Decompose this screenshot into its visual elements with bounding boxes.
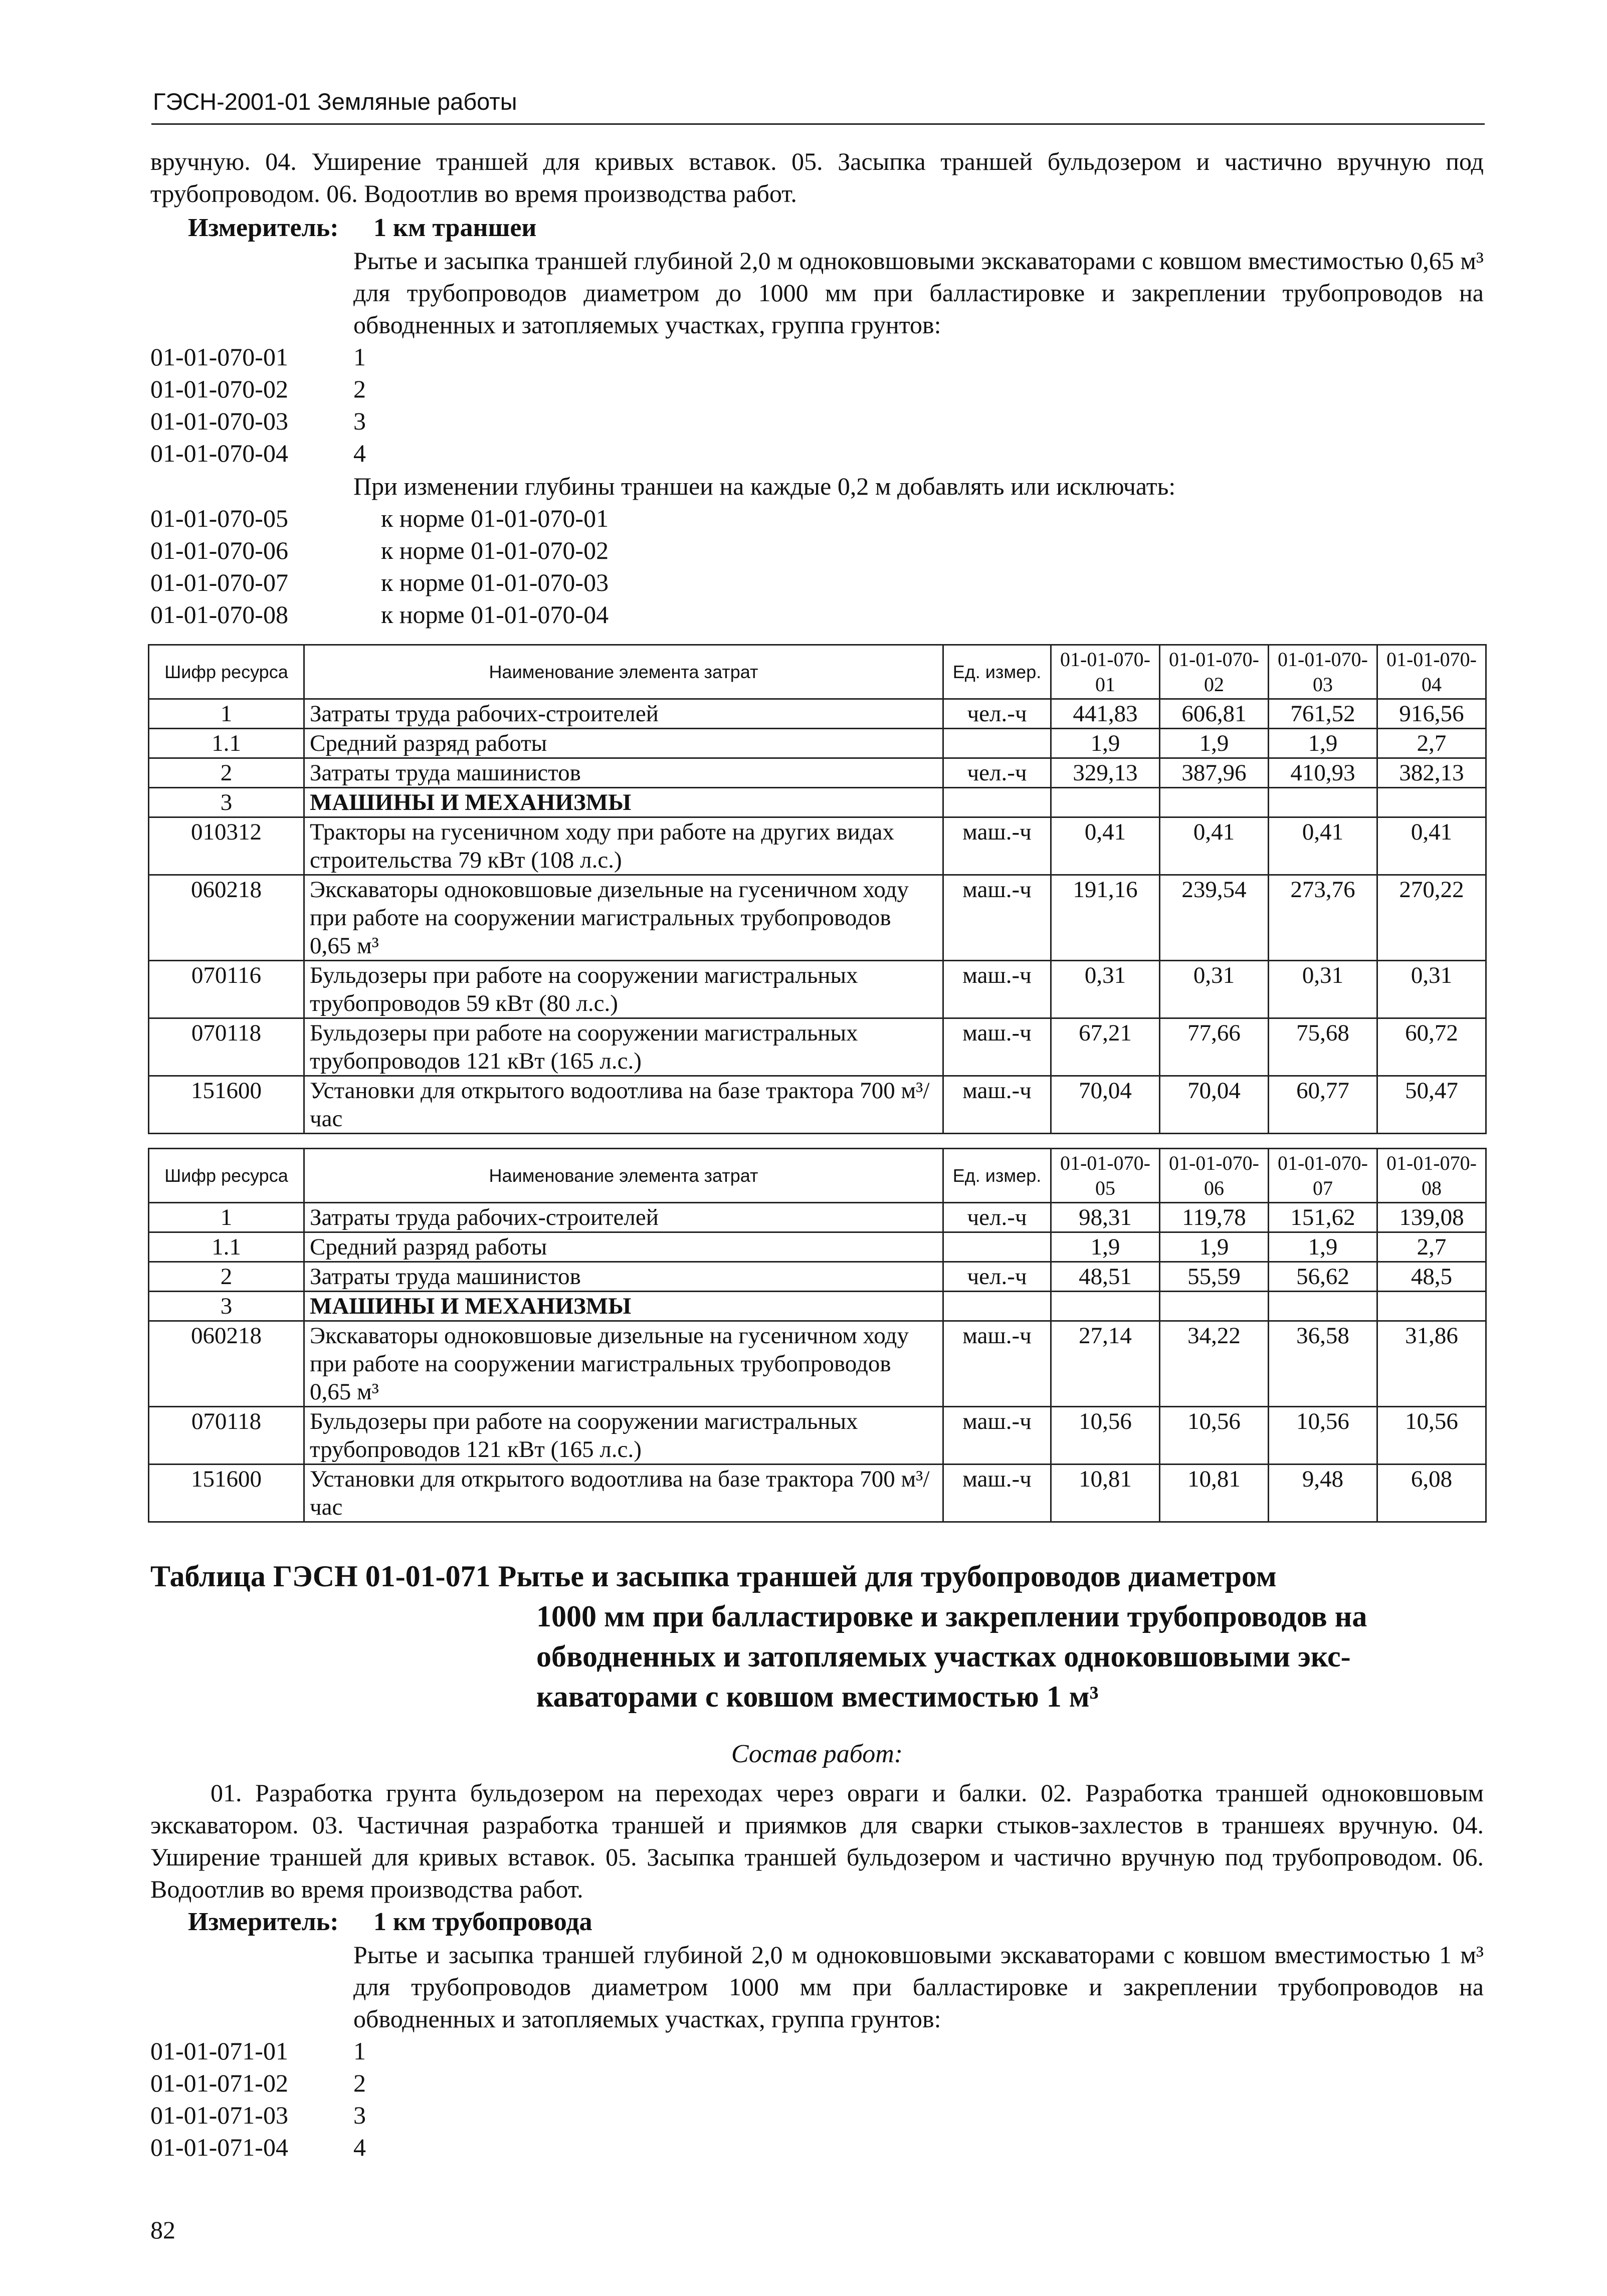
code-list-071 [150, 2035, 366, 2163]
row-value: 1,9 [1160, 729, 1269, 758]
row-name: Затраты труда рабочих-строителей [304, 699, 943, 729]
description-071: Рытье и засыпка траншей глубиной 2,0 м одноковшовыми экскаваторами с ковшом вместимостью 1 м³ для трубопроводов диаметром 1000 мм при балластировке и закреплении трубопроводов на обводненных и затопляемых участках, группа грунтов: [353, 1941, 1484, 2033]
code-id: 01-01-070-03 [150, 407, 288, 435]
row-unit: маш.-ч [943, 961, 1051, 1018]
row-unit: маш.-ч [943, 817, 1051, 875]
resource-table-070-01-04 [148, 644, 1487, 1134]
row-unit: маш.-ч [943, 1076, 1051, 1134]
row-value [1051, 788, 1160, 817]
code-value: 1 [353, 343, 366, 371]
header-code: Шифр ресурса [149, 1149, 304, 1203]
row-value: 75,68 [1269, 1018, 1377, 1076]
row-name: Экскаваторы одноковшовые дизельные на гусеничном ходу при работе на сооружении магистральных трубопроводов 0,65 м³ [304, 875, 943, 961]
code-list-070 [150, 341, 366, 469]
row-value: 1,9 [1269, 1232, 1377, 1262]
row-code: 070118 [149, 1407, 304, 1465]
row-value: 1,9 [1160, 1232, 1269, 1262]
row-value: 60,77 [1269, 1076, 1377, 1134]
header-divider [151, 123, 1485, 125]
row-code: 010312 [149, 817, 304, 875]
row-value: 67,21 [1051, 1018, 1160, 1076]
table-header-row [149, 1149, 1486, 1203]
header-unit: Ед. измер. [943, 645, 1051, 699]
row-value [1269, 788, 1377, 817]
row-name: Затраты труда машинистов [304, 758, 943, 788]
code-id: 01-01-070-01 [150, 343, 288, 371]
row-unit: чел.-ч [943, 699, 1051, 729]
row-code: 151600 [149, 1465, 304, 1522]
measure-label-071: Измеритель: [188, 1908, 339, 1936]
row-value: 9,48 [1269, 1465, 1377, 1522]
row-code: 151600 [149, 1076, 304, 1134]
row-value: 270,22 [1377, 875, 1486, 961]
row-unit: чел.-ч [943, 1262, 1051, 1292]
page-header-title: ГЭСН-2001-01 Земляные работы [153, 88, 517, 115]
row-value: 1,9 [1051, 1232, 1160, 1262]
code-value: к норме 01-01-070-03 [381, 568, 609, 596]
row-code: 1.1 [149, 1232, 304, 1262]
header-code: Шифр ресурса [149, 645, 304, 699]
row-value: 0,31 [1051, 961, 1160, 1018]
row-value: 6,08 [1377, 1465, 1486, 1522]
row-name: Установки для открытого водоотлива на базе трактора 700 м³/час [304, 1465, 943, 1522]
table-row [149, 729, 1486, 758]
code-id: 01-01-070-07 [150, 568, 288, 596]
header-name: Наименование элемента затрат [304, 1149, 943, 1203]
row-name: Бульдозеры при работе на сооружении магистральных трубопроводов 59 кВт (80 л.с.) [304, 961, 943, 1018]
row-code: 2 [149, 1262, 304, 1292]
row-value: 56,62 [1269, 1262, 1377, 1292]
table-row [149, 758, 1486, 788]
code-value: 3 [353, 2101, 366, 2129]
row-value: 50,47 [1377, 1076, 1486, 1134]
row-value [1377, 1292, 1486, 1321]
row-value: 60,72 [1377, 1018, 1486, 1076]
row-unit [943, 729, 1051, 758]
row-value: 0,41 [1377, 817, 1486, 875]
row-value: 387,96 [1160, 758, 1269, 788]
row-value: 2,7 [1377, 1232, 1486, 1262]
row-name: Бульдозеры при работе на сооружении магистральных трубопроводов 121 кВт (165 л.с.) [304, 1018, 943, 1076]
row-unit: чел.-ч [943, 758, 1051, 788]
row-value: 77,66 [1160, 1018, 1269, 1076]
table-row [149, 1018, 1486, 1076]
table-row [149, 875, 1486, 961]
header-col: 01-01-070-05 [1051, 1149, 1160, 1203]
code-id: 01-01-070-05 [150, 504, 288, 532]
row-value: 70,04 [1051, 1076, 1160, 1134]
row-unit [943, 1292, 1051, 1321]
row-value [1160, 788, 1269, 817]
row-code: 1.1 [149, 729, 304, 758]
row-value: 1,9 [1269, 729, 1377, 758]
row-value: 34,22 [1160, 1321, 1269, 1407]
code-id: 01-01-070-08 [150, 600, 288, 629]
row-value: 98,31 [1051, 1203, 1160, 1232]
row-value: 410,93 [1269, 758, 1377, 788]
row-value: 10,56 [1160, 1407, 1269, 1465]
row-code: 3 [149, 1292, 304, 1321]
row-unit: маш.-ч [943, 875, 1051, 961]
row-value: 31,86 [1377, 1321, 1486, 1407]
header-col: 01-01-070-08 [1377, 1149, 1486, 1203]
depth-code-list-070 [150, 502, 609, 631]
page-number: 82 [150, 2216, 175, 2244]
code-id: 01-01-070-04 [150, 439, 288, 467]
row-code: 060218 [149, 1321, 304, 1407]
row-value: 48,51 [1051, 1262, 1160, 1292]
row-code: 070116 [149, 961, 304, 1018]
table-row [149, 1321, 1486, 1407]
header-col: 01-01-070-03 [1269, 645, 1377, 699]
measure-value-071: 1 км трубопровода [373, 1908, 592, 1936]
measure-value-070: 1 км траншеи [373, 214, 537, 242]
header-col: 01-01-070-01 [1051, 645, 1160, 699]
row-value: 36,58 [1269, 1321, 1377, 1407]
row-name: Бульдозеры при работе на сооружении магистральных трубопроводов 121 кВт (165 л.с.) [304, 1407, 943, 1465]
row-value: 139,08 [1377, 1203, 1486, 1232]
table-071-title [150, 1556, 1484, 1717]
row-unit [943, 788, 1051, 817]
header-unit: Ед. измер. [943, 1149, 1051, 1203]
row-value: 606,81 [1160, 699, 1269, 729]
row-unit: маш.-ч [943, 1407, 1051, 1465]
row-code: 1 [149, 699, 304, 729]
row-value: 10,56 [1269, 1407, 1377, 1465]
table-row [149, 1407, 1486, 1465]
work-composition-text: 01. Разработка грунта бульдозером на переходах через овраги и балки. 02. Разработка траншей одноковшовым экскаватором. 03. Частичная разработка траншей и приямков для сварки стыков-захлестов в траншеях вручную. 04. Уширение траншей для кривых вставок. 05. Засыпка траншей бульдозером и частично вручную под трубопроводом. 06. Водоотлив во время производства работ. [150, 1779, 1484, 1903]
row-value: 10,81 [1051, 1465, 1160, 1522]
depth-note-070: При изменении глубины траншеи на каждые 0,2 м добавлять или исключать: [353, 472, 1176, 500]
table-071-title-line: Таблица ГЭСН 01-01-071 Рытье и засыпка траншей для трубопроводов диаметром [150, 1560, 1277, 1593]
row-value: 761,52 [1269, 699, 1377, 729]
row-value: 10,56 [1377, 1407, 1486, 1465]
row-name: Затраты труда машинистов [304, 1262, 943, 1292]
row-value: 1,9 [1051, 729, 1160, 758]
row-value [1377, 788, 1486, 817]
row-code: 060218 [149, 875, 304, 961]
row-value: 48,5 [1377, 1262, 1486, 1292]
table-071-title-line: обводненных и затопляемых участках одноковшовыми экс- [536, 1640, 1351, 1673]
description-070: Рытье и засыпка траншей глубиной 2,0 м одноковшовыми экскаваторами с ковшом вместимостью 0,65 м³ для трубопроводов диаметром до 1000 мм при балластировке и закреплении трубопроводов на обводненных и затопляемых участках, группа грунтов: [353, 247, 1484, 339]
row-value: 55,59 [1160, 1262, 1269, 1292]
row-value: 27,14 [1051, 1321, 1160, 1407]
table-071-title-line: каваторами с ковшом вместимостью 1 м³ [536, 1680, 1099, 1713]
intro-paragraph: вручную. 04. Уширение траншей для кривых вставок. 05. Засыпка траншей бульдозером и частично вручную под трубопроводом. 06. Водоотлив во время производства работ. [150, 147, 1484, 207]
row-value: 239,54 [1160, 875, 1269, 961]
row-value: 441,83 [1051, 699, 1160, 729]
row-value: 0,31 [1160, 961, 1269, 1018]
code-value: 2 [353, 2069, 366, 2097]
row-value: 151,62 [1269, 1203, 1377, 1232]
code-id: 01-01-070-06 [150, 536, 288, 564]
row-unit: маш.-ч [943, 1321, 1051, 1407]
row-value: 0,41 [1269, 817, 1377, 875]
row-name: Экскаваторы одноковшовые дизельные на гусеничном ходу при работе на сооружении магистральных трубопроводов 0,65 м³ [304, 1321, 943, 1407]
header-col: 01-01-070-04 [1377, 645, 1486, 699]
resource-table-070-05-08 [148, 1148, 1487, 1523]
row-unit [943, 1232, 1051, 1262]
code-value: 2 [353, 375, 366, 403]
table-071-title-line: 1000 мм при балластировке и закреплении трубопроводов на [536, 1600, 1367, 1633]
table-row [149, 1262, 1486, 1292]
code-value: к норме 01-01-070-02 [381, 536, 609, 564]
row-value: 2,7 [1377, 729, 1486, 758]
code-value: 3 [353, 407, 366, 435]
row-value [1051, 1292, 1160, 1321]
section-heading: МАШИНЫ И МЕХАНИЗМЫ [304, 788, 943, 817]
code-value: 4 [353, 439, 366, 467]
table-header-row [149, 645, 1486, 699]
table-row [149, 1232, 1486, 1262]
row-value: 70,04 [1160, 1076, 1269, 1134]
table-row [149, 961, 1486, 1018]
code-id: 01-01-071-03 [150, 2101, 288, 2129]
code-id: 01-01-071-01 [150, 2037, 288, 2065]
row-value: 10,81 [1160, 1465, 1269, 1522]
code-value: к норме 01-01-070-04 [381, 600, 609, 629]
table-row [149, 788, 1486, 817]
header-col: 01-01-070-06 [1160, 1149, 1269, 1203]
row-value: 0,31 [1269, 961, 1377, 1018]
row-unit: маш.-ч [943, 1465, 1051, 1522]
row-value: 329,13 [1051, 758, 1160, 788]
row-value: 0,31 [1377, 961, 1486, 1018]
row-value: 0,41 [1051, 817, 1160, 875]
row-value [1160, 1292, 1269, 1321]
row-code: 3 [149, 788, 304, 817]
table-row [149, 817, 1486, 875]
row-value: 382,13 [1377, 758, 1486, 788]
code-value: 4 [353, 2133, 366, 2161]
row-value [1269, 1292, 1377, 1321]
row-name: Затраты труда рабочих-строителей [304, 1203, 943, 1232]
row-name: Средний разряд работы [304, 729, 943, 758]
work-composition-label: Состав работ: [731, 1740, 903, 1768]
row-value: 273,76 [1269, 875, 1377, 961]
row-code: 2 [149, 758, 304, 788]
header-col: 01-01-070-07 [1269, 1149, 1377, 1203]
code-id: 01-01-071-04 [150, 2133, 288, 2161]
table-row [149, 1076, 1486, 1134]
table-row [149, 1465, 1486, 1522]
row-code: 070118 [149, 1018, 304, 1076]
row-code: 1 [149, 1203, 304, 1232]
measure-label-070: Измеритель: [188, 214, 339, 242]
row-value: 916,56 [1377, 699, 1486, 729]
row-value: 119,78 [1160, 1203, 1269, 1232]
table-row [149, 699, 1486, 729]
row-unit: маш.-ч [943, 1018, 1051, 1076]
table-row [149, 1203, 1486, 1232]
row-value: 0,41 [1160, 817, 1269, 875]
code-id: 01-01-070-02 [150, 375, 288, 403]
table-row [149, 1292, 1486, 1321]
row-name: Тракторы на гусеничном ходу при работе на других видах строительства 79 кВт (108 л.с.) [304, 817, 943, 875]
code-value: 1 [353, 2037, 366, 2065]
row-name: Средний разряд работы [304, 1232, 943, 1262]
code-value: к норме 01-01-070-01 [381, 504, 609, 532]
code-id: 01-01-071-02 [150, 2069, 288, 2097]
row-value: 10,56 [1051, 1407, 1160, 1465]
row-unit: чел.-ч [943, 1203, 1051, 1232]
row-name: Установки для открытого водоотлива на базе трактора 700 м³/час [304, 1076, 943, 1134]
header-col: 01-01-070-02 [1160, 645, 1269, 699]
section-heading: МАШИНЫ И МЕХАНИЗМЫ [304, 1292, 943, 1321]
row-value: 191,16 [1051, 875, 1160, 961]
header-name: Наименование элемента затрат [304, 645, 943, 699]
